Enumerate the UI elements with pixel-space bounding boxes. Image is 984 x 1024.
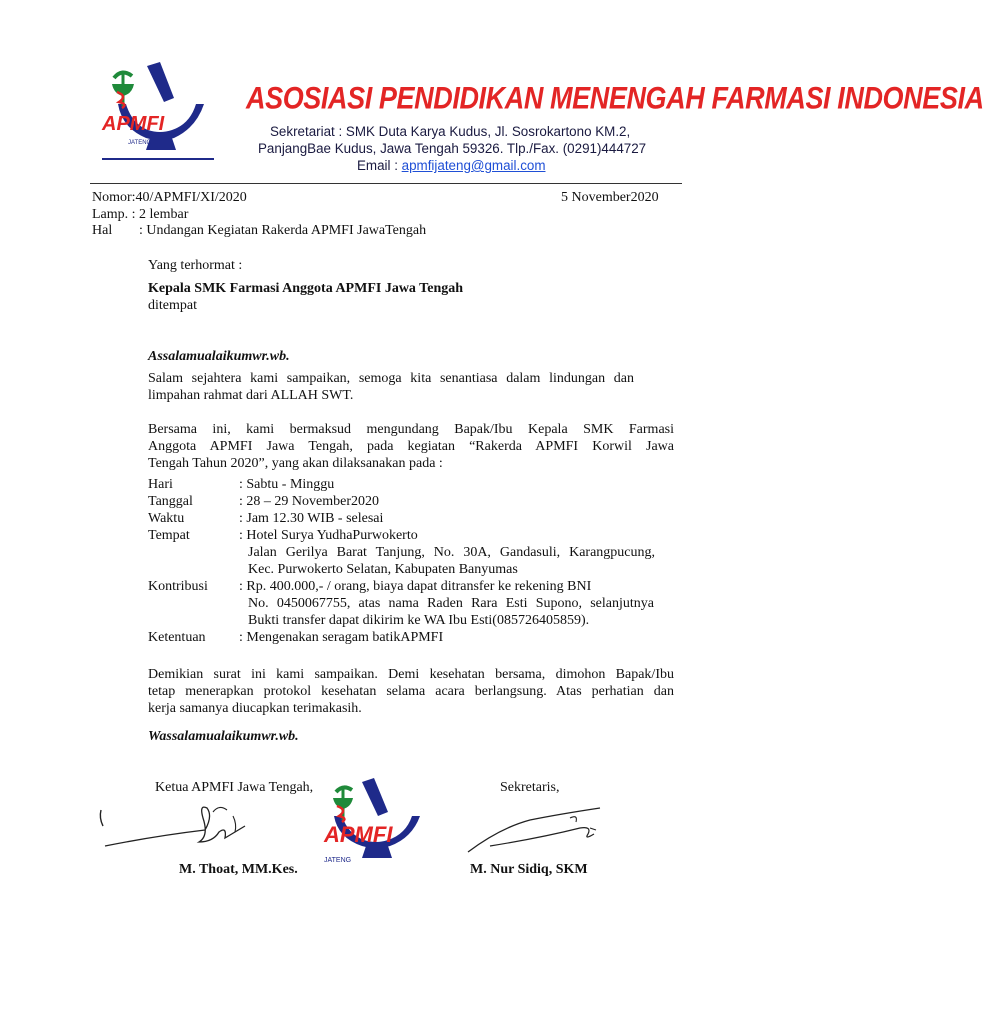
recipient-place: ditempat [148,298,197,313]
detail-label-kontribusi: Kontribusi [148,579,208,594]
paragraph-1-line-2: limpahan rahmat dari ALLAH SWT. [148,388,354,403]
attachment-line: Lamp. : 2 lembar [92,207,189,222]
paragraph-2-line-1: Bersama ini, kami bermaksud mengundang Bapak/Ibu Kepala SMK Farmasi [148,422,674,437]
email-line [357,158,546,173]
paragraph-2-line-3: Tengah Tahun 2020”, yang akan dilaksanakan pada : [148,456,443,471]
paragraph-2-line-2: Anggota APMFI Jawa Tengah, pada kegiatan “Rakerda APMFI Korwil Jawa [148,439,674,454]
organization-name: ASOSIASI PENDIDIKAN MENENGAH FARMASI INDONESIA [246,80,984,116]
detail-label-tempat: Tempat [148,528,190,543]
detail-value-tempat-2: Jalan Gerilya Barat Tanjung, No. 30A, Gandasuli, Karangpucung, [248,545,655,560]
detail-value-kontribusi-2: No. 0450067755, atas nama Raden Rara Esti Supono, selanjutnya [248,596,654,611]
detail-label-hari: Hari [148,477,173,492]
right-signatory-title: Sekretaris, [500,780,560,795]
left-signature [95,796,275,856]
logo-subtext: JATENG [128,140,152,146]
logo-text: APMFI [102,113,165,135]
address-line-2: PanjangBae Kudus, Jawa Tengah 59326. Tlp./Fax. (0291)444727 [258,141,647,156]
email-link[interactable]: apmfijateng@gmail.com [401,158,546,173]
apmfi-stamp-logo [320,776,445,868]
left-signatory-title: Ketua APMFI Jawa Tengah, [155,780,314,795]
detail-label-ketentuan: Ketentuan [148,630,206,645]
left-signatory-name: M. Thoat, MM.Kes. [179,862,298,877]
stamp-logo-text: APMFI [324,822,393,847]
subject-value: : Undangan Kegiatan Rakerda APMFI JawaTengah [139,223,427,238]
right-signatory-name: M. Nur Sidiq, SKM [470,862,588,877]
detail-value-kontribusi-3: Bukti transfer dapat dikirim ke WA Ibu Esti(085726405859). [248,613,590,628]
opening-salutation: Assalamualaikumwr.wb. [148,349,290,364]
paragraph-3-line-3: kerja samanya diucapkan terimakasih. [148,701,362,716]
recipient-greeting: Yang terhormat : [148,258,243,273]
detail-value-tempat-1: : Hotel Surya YudhaPurwokerto [239,528,418,543]
detail-value-tempat-3: Kec. Purwokerto Selatan, Kabupaten Banyumas [248,562,518,577]
detail-value-tanggal: : 28 – 29 November2020 [239,494,379,509]
apmfi-logo [100,58,220,162]
stamp-logo-subtext: JATENG [324,857,352,864]
email-label: Email : [357,158,402,173]
letterhead-divider [90,183,682,184]
detail-value-waktu: : Jam 12.30 WIB - selesai [239,511,384,526]
letter-date: 5 November2020 [561,190,659,205]
subject-label: Hal [92,223,113,238]
detail-value-ketentuan: : Mengenakan seragam batikAPMFI [239,630,444,645]
closing-salutation: Wassalamualaikumwr.wb. [148,729,299,744]
address-line-1: Sekretariat : SMK Duta Karya Kudus, Jl. Sosrokartono KM.2, [270,124,631,139]
paragraph-1-line-1: Salam sejahtera kami sampaikan, semoga kita senantiasa dalam lindungan dan [148,371,634,386]
right-signature [460,800,610,860]
detail-value-kontribusi-1: : Rp. 400.000,- / orang, biaya dapat ditransfer ke rekening BNI [239,579,592,594]
detail-value-hari: : Sabtu - Minggu [239,477,335,492]
paragraph-3-line-1: Demikian surat ini kami sampaikan. Demi kesehatan bersama, dimohon Bapak/Ibu [148,667,674,682]
paragraph-3-line-2: tetap menerapkan protokol kesehatan selama acara berlangsung. Atas perhatian dan [148,684,674,699]
detail-label-tanggal: Tanggal [148,494,193,509]
letter-number: Nomor:40/APMFI/XI/2020 [92,190,247,205]
detail-label-waktu: Waktu [148,511,185,526]
recipient-name: Kepala SMK Farmasi Anggota APMFI Jawa Tengah [148,281,464,296]
